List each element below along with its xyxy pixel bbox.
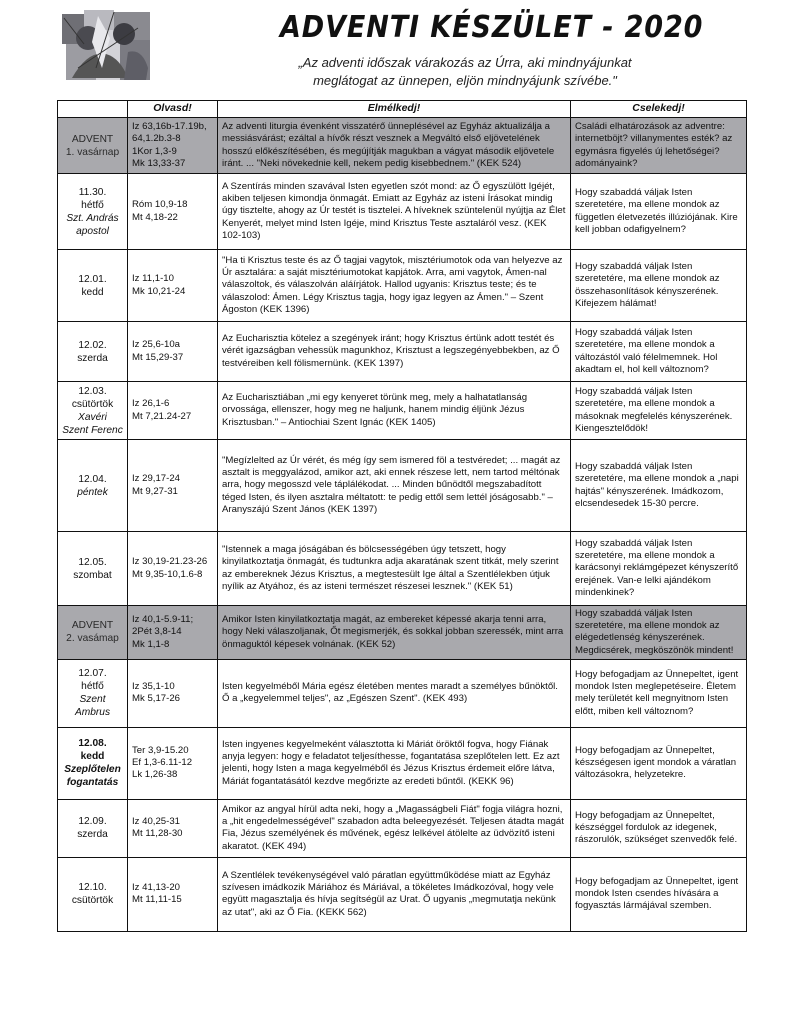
day-label: ADVENT xyxy=(71,620,114,632)
table-row xyxy=(58,440,747,532)
day-cell xyxy=(58,118,128,174)
day-label: szerda xyxy=(77,352,108,364)
day-label: 11.30. xyxy=(78,186,107,198)
day-cell xyxy=(58,857,128,931)
reflection-cell: Az Eucharisztia kötelez a szegények iránt; hogy Krisztus értünk adott testét és vérét igazságban vehessük magunkhoz, Krisztust a legszegényebbekben, az Ő testvéreiben kell fölismernünk. (KEK 1397) xyxy=(218,322,571,382)
day-cell xyxy=(58,250,128,322)
day-label: szerda xyxy=(77,829,108,841)
reflection-cell: "Istennek a maga jóságában és bölcsességében úgy tetszett, hogy kinyilatkoztatja önmagát, és tudtunkra adja akaratának szent titkát, mely szerint az embereknek Jézus Krisztus, a megtestesült Ige által a Szentlélekben útjuk nyílik az Atyához, és az isteni természet részesei lesznek." (KEK 51) xyxy=(218,532,571,606)
day-label: Szt. András xyxy=(66,212,119,224)
day-cell xyxy=(58,799,128,857)
day-label: hétfő xyxy=(81,199,104,211)
day-label: ADVENT xyxy=(71,133,114,145)
reading-cell: Iz 11,1-10 Mk 10,21-24 xyxy=(128,250,218,322)
advent-calendar-table xyxy=(57,100,747,932)
action-cell: Hogy szabaddá váljak Isten szeretetére, ma ellene mondok a változástól való félelmemnek. Hol akadtam el, hol kell változnom? xyxy=(571,322,747,382)
reading-cell: Iz 26,1-6 Mt 7,21.24-27 xyxy=(128,382,218,440)
day-cell xyxy=(58,532,128,606)
page-quote: „Az adventi időszak várakozás az Úrra, aki mindnyájunkat meglátogat az ünnepen, eljön mindnyájunk szívébe." xyxy=(298,55,632,88)
table-row xyxy=(58,174,747,250)
reading-cell: Iz 40,1-5.9-11; 2Pét 3,8-14 Mk 1,1-8 xyxy=(128,606,218,660)
reflection-cell: Isten ingyenes kegyelmeként választotta ki Máriát öröktől fogva, hogy Fiának anyja legyen: hogy e feladatot teljesíthesse, fogantatása szeplőtelen lett. Ez azt jelenti, hogy Isten a maga kegyelméből és Jézus Krisztus érdemeit előre látva, Máriát fogantatásától kezdve megőrizte az eredeti bűntől. (KEKK 96) xyxy=(218,727,571,799)
reading-cell: Ter 3,9-15.20 Ef 1,3-6.11-12 Lk 1,26-38 xyxy=(128,727,218,799)
table-row xyxy=(58,118,747,174)
day-label: 12.01. xyxy=(78,273,107,285)
day-label: 2. vasámap xyxy=(66,633,119,645)
day-label: 12.10. xyxy=(78,882,107,894)
reading-cell: Iz 30,19-21.23-26 Mt 9,35-10,1.6-8 xyxy=(128,532,218,606)
day-cell xyxy=(58,606,128,660)
day-label: 12.02. xyxy=(78,339,107,351)
reading-cell: Iz 35,1-10 Mk 5,17-26 xyxy=(128,659,218,727)
reading-cell: Iz 41,13-20 Mt 11,11-15 xyxy=(128,857,218,931)
table-row xyxy=(58,382,747,440)
table-row xyxy=(58,322,747,382)
reflection-cell: A Szentírás minden szavával Isten egyetlen szót mond: az Ő egyszülött Igéjét, akiben teljesen kimondja önmagát. Emiatt az Egyház az isteni Írásokat mindig úgy tisztelte, ahogy az Úr testét is tisztelei. A híveknek szüntelenül nyújtja az Élet Kenyerét, melyet mind Isten Igéje, mind Krisztus Teste asztaláról vesz. (KEK 102-103) xyxy=(218,174,571,250)
reflection-cell: "Megízlelted az Úr vérét, és még így sem ismered föl a testvéredet; ... magát az asztalt is meggyalázod, amikor azt, aki ennek részese lett, nem tartod méltónak arra, hogy megosszd vele táplálékodat. ... Minden bűnödtől megszabadított téged Isten, és ilyen asztalra méltatott: te pedig ettől sem lettél jóságosabb." – Aranyszájú Szent János (KEK 1397) xyxy=(218,440,571,532)
day-cell xyxy=(58,727,128,799)
reflection-cell: Isten kegyelméből Mária egész életében mentes maradt a személyes bűnöktől. Ő a „kegyelemmel teljes", az „Egészen Szent". (KEK 493) xyxy=(218,659,571,727)
day-label: Szent Ferenc xyxy=(62,424,123,436)
day-label: 12.08. xyxy=(78,738,107,750)
day-label: kedd xyxy=(80,751,105,763)
day-cell xyxy=(58,174,128,250)
reading-cell: Iz 29,17-24 Mt 9,27-31 xyxy=(128,440,218,532)
table-header-row xyxy=(58,101,747,118)
day-label: kedd xyxy=(81,286,104,298)
table-row xyxy=(58,250,747,322)
page-title: ADVENTI KÉSZÜLET - 2020 xyxy=(280,10,704,45)
day-cell xyxy=(58,322,128,382)
reflection-cell: Az adventi liturgia évenként visszatérő ünneplésével az Egyház aktualizálja a messiásvárást; ezáltal a hívők részt vesznek a Megváltó első eljövetelének hosszú előkészítésében, és megújítják magukban a vágyat második eljövetele iránt. ... "Neki növekednie kell, nekem pedig kisebbednem." (KEK 524) xyxy=(218,118,571,174)
table-row xyxy=(58,532,747,606)
day-label: 12.03. xyxy=(78,385,107,397)
day-label: 12.09. xyxy=(78,816,107,828)
table-row xyxy=(58,659,747,727)
advent-logo xyxy=(58,8,156,84)
reflection-cell: Az Eucharisztiában „mi egy kenyeret törünk meg, mely a halhatatlanság orvossága, ellenszer, hogy meg ne haljunk, hanem mindig éljünk Jézus Krisztusban." – Antiochiai Szent Ignác (KEK 1405) xyxy=(218,382,571,440)
reading-cell: Iz 25,6-10a Mt 15,29-37 xyxy=(128,322,218,382)
column-header-read: Olvasd! xyxy=(128,101,218,118)
action-cell: Hogy szabaddá váljak Isten szeretetére, ma ellene mondok az független életvezetés illúziójának. Kire kell jobban odafigyelnem? xyxy=(571,174,747,250)
action-cell: Családi elhatározások az adventre: internetböjt? villanymentes esték? az egymásra figyelés új lehetőségei? adományaink? xyxy=(571,118,747,174)
day-label: 12.07. xyxy=(78,668,107,680)
day-label: péntek xyxy=(77,486,108,498)
day-label: 12.05. xyxy=(78,556,107,568)
column-header-day xyxy=(58,101,128,118)
action-cell: Hogy szabaddá váljak Isten szeretetére, ma ellene mondok az elégedetlenség kényszerének. Megdicsérek, megköszönök mindent! xyxy=(571,606,747,660)
table-row xyxy=(58,606,747,660)
day-label: Szent Ambrus xyxy=(74,694,111,719)
column-header-act: Cselekedj! xyxy=(571,101,747,118)
day-cell xyxy=(58,659,128,727)
table-row xyxy=(58,727,747,799)
reflection-cell: A Szentlélek tevékenységével való páratlan együttműködése miatt az Egyház szívesen imádkozik Máriához és Máriával, a tökéletes Imádkozóval, hogy vele együtt magasztalja és hívja segítségül az Urat. Ő ugyanis „megmutatja nekünk az utat", aki az Ő Fia. (KEKK 562) xyxy=(218,857,571,931)
table-row xyxy=(58,857,747,931)
day-label: fogantatás xyxy=(66,777,119,789)
action-cell: Hogy szabaddá váljak Isten szeretetére, ma ellene mondok a „napi hajtás" kényszerének. Imádkozom, elcsendesedek 15-30 percre. xyxy=(571,440,747,532)
day-label: apostol xyxy=(76,225,109,237)
action-cell: Hogy befogadjam az Ünnepeltet, készséggel fordulok az idegenek, rászorulók, szükséget szenvedők felé. xyxy=(571,799,747,857)
reading-cell: Róm 10,9-18 Mt 4,18-22 xyxy=(128,174,218,250)
day-label: 12.04. xyxy=(78,473,107,485)
reflection-cell: Amikor az angyal hírül adta neki, hogy a „Magasságbeli Fiát" fogja világra hozni, a „hit engedelmességével" szabadon adta beleegyezését. Teljesen átadta magát Fia, Jézus személyének és művének, egész lelkével átölelte az üdvözítő isteni akaratot. (KEK 494) xyxy=(218,799,571,857)
day-label: Xavéri xyxy=(78,411,107,423)
reflection-cell: Amikor Isten kinyilatkoztatja magát, az embereket képessé akarja tenni arra, hogy Neki válaszoljanak, Őt megismerjék, és sokkal jobban szeressék, mint arra önmaguktól képesek volnának. (KEK 52) xyxy=(218,606,571,660)
action-cell: Hogy szabaddá váljak Isten szeretetére, ma ellene mondok az összehasonlítások kényszerének. Kifejezem hálámat! xyxy=(571,250,747,322)
day-cell xyxy=(58,382,128,440)
action-cell: Hogy szabaddá váljak Isten szeretetére, ma ellene mondok a karácsonyi reklámgépezet kényszerítő erejének. Van-e lelki ajándékom mindenkinek? xyxy=(571,532,747,606)
column-header-reflect: Elmélkedj! xyxy=(218,101,571,118)
action-cell: Hogy szabaddá váljak Isten szeretetére, ma ellene mondok a másoknak megfelelés kényszerének. Kiengesztelődök! xyxy=(571,382,747,440)
day-cell xyxy=(58,440,128,532)
day-label: szombat xyxy=(73,569,112,581)
action-cell: Hogy befogadjam az Ünnepeltet, igent mondok Isten meglepetéseire. Életem mely területét kell megnyitnom Isten előtt, miben kell változnom? xyxy=(571,659,747,727)
table-row xyxy=(58,799,747,857)
action-cell: Hogy befogadjam az Ünnepeltet, készségesen igent mondok a váratlan változásokra, helyzetekre. xyxy=(571,727,747,799)
day-label: Szeplőtelen xyxy=(64,764,121,776)
day-label: hétfő xyxy=(81,681,104,693)
day-label: 1. vasárnap xyxy=(65,146,120,158)
reflection-cell: "Ha ti Krisztus teste és az Ő tagjai vagytok, misztériumotok oda van helyezve az Úr asztalára: a saját misztériumotokat kapjátok. Arra, ami vagytok, Ámen-nal válaszoltok, és válaszolván aláírjátok. Hallod ugyanis: Krisztus teste; és te válaszolod: Ámen. Légy Krisztus tagja, hogy igaz legyen az Ámen." – Szent Ágoston (KEK 1396) xyxy=(218,250,571,322)
reading-cell: Iz 40,25-31 Mt 11,28-30 xyxy=(128,799,218,857)
reading-cell: Iz 63,16b-17.19b, 64,1.2b.3-8 1Kor 1,3-9 Mk 13,33-37 xyxy=(128,118,218,174)
day-label: csütörtök xyxy=(71,398,114,410)
action-cell: Hogy befogadjam az Ünnepeltet, igent mondok Isten csendes hívására a fogyasztás lármájával szemben. xyxy=(571,857,747,931)
day-label: csütörtök xyxy=(71,895,114,907)
